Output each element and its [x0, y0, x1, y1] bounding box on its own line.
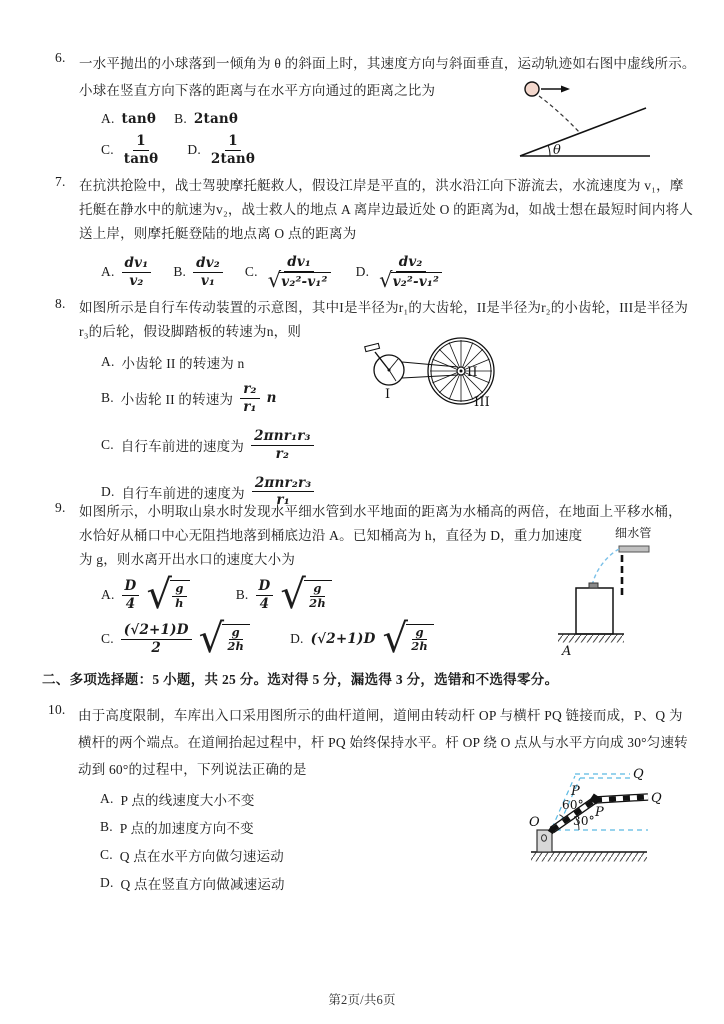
question-text-line: 在抗洪抢险中，战士驾驶摩托艇救人，假设江岸是平直的，洪水沿江向下游流去，水流速度为 v₁，摩 [79, 178, 684, 193]
question-text-line: 动到 60°的过程中，下列说法正确的是 [78, 762, 307, 777]
option-b: B. $\frac{\text{dv₂}}{\text{v₁}}$ [173, 255, 223, 290]
fraction: $\frac{(√2+1)D}{2}$ [121, 622, 192, 657]
question-text-line: 如图所示是自行车传动装置的示意图，其中I是半径为r₁的大齿轮，II是半径为r₂的小齿轮，III是半径为 [79, 300, 689, 315]
velocity-arrow-head [561, 86, 570, 93]
question-text-line: 为 g，则水离开出水口的速度大小为 [79, 552, 296, 567]
rod-pq [595, 797, 648, 800]
fraction-with-radical: dv₂ √ v₂²-v₁² [376, 254, 445, 291]
question-number: 10. [48, 702, 66, 717]
bucket [576, 588, 613, 634]
q-label: Q [651, 791, 662, 806]
bucket-rim-mark [589, 583, 598, 588]
fraction-with-radical: dv₁ √ v₂²-v₁² [265, 254, 334, 291]
question-text-line: 水恰好从桶口中心无阻挡地落到桶底边沿 A。已知桶高为 h，直径为 D，重力加速度 [79, 528, 583, 543]
fraction: $\frac{D}{4}$ [256, 578, 274, 613]
fraction: $\frac{1}{\tan\theta}$ [123, 133, 159, 167]
o-label: O [529, 815, 540, 830]
angle-60-label: 60° [562, 798, 584, 812]
ground-hatch [558, 635, 624, 643]
question-text-line: 小球在竖直方向下落的距离与在水平方向通过的距离之比为 [79, 83, 436, 98]
pedal [365, 343, 380, 351]
question-text-line: r₃的后轮，假设脚踏板的转速为n，则 [79, 324, 302, 339]
option-a: A. 小齿轮 II 的转速为 n [101, 354, 245, 371]
barrier-gate-diagram [521, 758, 711, 894]
option-b: B. P 点的加速度方向不变 [100, 819, 254, 836]
chain-top [402, 362, 458, 367]
option-a: A. tanθ [101, 111, 157, 127]
radical: √ $\frac{g}{2h}$ [199, 624, 250, 655]
incline-projectile-diagram [498, 76, 666, 168]
ball [525, 82, 539, 96]
q-raised-label: Q [633, 767, 644, 782]
fraction: $\frac{\text{2πnr₁r₃}}{\text{r₂}}$ [251, 428, 314, 463]
gear-i-label: I [385, 387, 391, 402]
gear-ii-label: II [467, 365, 478, 380]
theta-arc [548, 145, 550, 156]
question-text-line: 托艇在静水中的航速为v₂，战士救人的地点 A 离岸边最近处 O 的距离为d，如战士想在最短时间内将人 [79, 202, 693, 217]
question-number: 9. [55, 500, 66, 515]
question-text-line: 由于高度限制，车库出入口采用图所示的曲杆道闸，道闸由转动杆 OP 与横杆 PQ 链接而成，P、Q 为 [78, 708, 683, 723]
question-7 [55, 174, 694, 291]
theta-label: θ [553, 143, 562, 158]
option-c: C. Q 点在水平方向做匀速运动 [100, 847, 285, 864]
water-pipe [619, 546, 649, 552]
p-label: P [595, 805, 604, 820]
option-c: C. 自行车前进的速度为 $\frac{\text{2πnr₁r₃}}{\text{r₂}}$ [101, 428, 694, 463]
option-b: B. 小齿轮 II 的转速为 $\frac{\text{r₂}}{\text{r₁}}$ n [101, 381, 277, 415]
fraction: $\frac{\text{dv₁}}{\text{v₂}}$ [122, 255, 152, 290]
radical: √ $\frac{g}{2h}$ [280, 580, 331, 611]
option-d: D. dv₂ √ v₂²-v₁² [356, 254, 445, 291]
water-pipe-bucket-diagram [556, 524, 704, 666]
pipe-label: 细水管 [615, 526, 652, 540]
fraction: $\frac{\text{dv₂}}{\text{v₁}}$ [193, 255, 223, 290]
incline-line [520, 108, 646, 156]
wheel-axle [460, 370, 463, 373]
question-number: 7. [55, 174, 66, 189]
option-c: C. dv₁ √ v₂²-v₁² [245, 254, 334, 291]
option-a: A. $\frac{D}{4}$ √ $\frac{g}{h}$ [101, 578, 190, 613]
option-d: D. (√2+1)D √ $\frac{g}{2h}$ [290, 624, 434, 655]
ground-hatch [531, 853, 647, 862]
question-text-line: 一水平抛出的小球落到一倾角为 θ 的斜面上时，其速度方向与斜面垂直，运动轨迹如右图中虚线所示。 [79, 56, 696, 71]
radical: √ v₂²-v₁² [379, 272, 442, 291]
option-a: A. $\frac{\text{dv₁}}{\text{v₂}}$ [101, 255, 151, 290]
point-a-label: A [562, 644, 572, 659]
question-text-line: 送上岸，则摩托艇登陆的地点离 O 点的距离为 [79, 226, 357, 241]
p-raised-label: P [571, 784, 580, 799]
option-c: C. $\frac{(√2+1)D}{2}$ √ $\frac{g}{2h}$ [101, 622, 250, 657]
option-d: D. $\frac{1}{2\tan\theta}$ [187, 133, 258, 168]
option-d: D. 自行车前进的速度为 $\frac{\text{2πnr₂r₃}}{\text{r₁}}$ [101, 475, 694, 510]
fraction: $\frac{D}{4}$ [122, 578, 140, 613]
radical: √ v₂²-v₁² [268, 272, 331, 291]
radical: √ $\frac{g}{2h}$ [383, 624, 434, 655]
fraction: $\frac{\text{r₂}}{\text{r₁}}$ [240, 381, 259, 416]
fraction: $\frac{1}{2\tan\theta}$ [210, 133, 256, 167]
trajectory-dashed-curve [539, 96, 580, 133]
question-text-line: 如图所示，小明取山泉水时发现水平细水管到水平地面的距离为水桶高的两倍，在地面上平移水桶， [79, 504, 682, 519]
options-row [101, 254, 694, 291]
option-c: C. $\frac{1}{\tan\theta}$ [101, 133, 161, 168]
radical: √ $\frac{g}{h}$ [146, 580, 189, 611]
section-2-title: 二、多项选择题：5 小题，共 25 分。选对得 5 分，漏选得 3 分，选错和不选得零分。 [42, 672, 559, 687]
page-footer: 第2页/共6页 [328, 993, 396, 1007]
option-b: B. $\frac{D}{4}$ √ $\frac{g}{2h}$ [236, 578, 332, 613]
fraction: $\frac{\text{2πnr₂r₃}}{\text{r₁}}$ [252, 475, 315, 510]
chain-bottom [402, 375, 458, 378]
bicycle-drivetrain-diagram [362, 328, 542, 420]
angle-30-label: 30° [573, 814, 595, 828]
question-number: 8. [55, 296, 66, 311]
question-number: 6. [55, 50, 66, 65]
option-a: A. P 点的线速度大小不变 [100, 791, 255, 808]
question-text-line: 横杆的两个端点。在道闸抬起过程中，杆 PQ 始终保持水平。杆 OP 绕 O 点从与水平方向成 30°匀速转 [78, 735, 688, 750]
wheel-iii-label: III [474, 395, 491, 410]
option-b: B. 2tanθ [174, 111, 239, 127]
option-d: D. Q 点在竖直方向做减速运动 [100, 875, 285, 892]
